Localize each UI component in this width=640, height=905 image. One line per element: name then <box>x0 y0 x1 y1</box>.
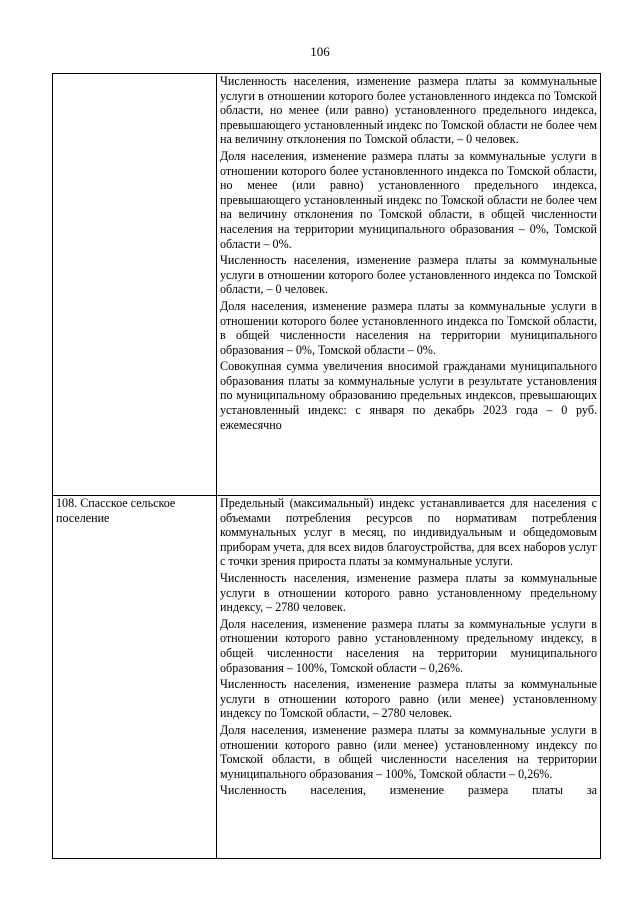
paragraph: Предельный (максимальный) индекс устанавливается для населения с объемами потребления ресурсов по нормативам потребления коммунальных услуг в месяц, по индивидуальным и общедомовым приборам учета, для всех видов благоустройства, для всех наборов услуг с точки зрения прироста платы за коммунальные услуги. <box>220 496 598 569</box>
paragraph: Численность населения, изменение размера платы за коммунальные услуги в отношении которого более установленного индекса по Томской области, – 0 человек. <box>220 253 597 297</box>
table-row <box>53 74 601 496</box>
paragraph: Доля населения, изменение размера платы за коммунальные услуги в отношении которого более установленного индекса по Томской области, но менее (или равно) установленного предельного индекса, превышающего установленный индекс по Томской области не более чем на величину отклонения по Томской области, в общей численности населения на территории муниципального образования – 0%, Томской области – 0%. <box>220 148 597 251</box>
paragraph: Доля населения, изменение размера платы за коммунальные услуги в отношении которого более установленного индекса по Томской области, в общей численности населения на территории муниципального образования – 0%, Томской области – 0%. <box>220 298 597 357</box>
municipality-name-cell: 108. Спасское сельское поселение <box>53 496 217 859</box>
indicator-text-cell <box>217 496 601 859</box>
municipality-name-cell <box>53 74 217 496</box>
paragraph: Численность населения, изменение размера платы за <box>220 783 597 798</box>
page-number: 106 <box>310 44 330 59</box>
table-row <box>53 496 601 859</box>
paragraph: Доля населения, изменение размера платы за коммунальные услуги в отношении которого равно (или менее) установленному индексу по Томской области, в общей численности населения на территории муниципального образования – 100%, Томской области – 0,26%. <box>220 722 597 781</box>
paragraph: Численность населения, изменение размера платы за коммунальные услуги в отношении которого равно (или менее) установленному индексу по Томской области, – 2780 человек. <box>220 677 597 721</box>
indicator-text-cell <box>217 74 601 496</box>
document-table <box>52 73 601 859</box>
paragraph: Совокупная сумма увеличения вносимой гражданами муниципального образования платы за коммунальные услуги в результате установления по муниципальному образованию предельных индексов, превышающих установленный индекс: с января по декабрь 2023 года – 0 руб. ежемесячно <box>220 359 597 432</box>
paragraph: Численность населения, изменение размера платы за коммунальные услуги в отношении которого равно установленному предельному индексу, – 2780 человек. <box>220 570 597 615</box>
paragraph: Численность населения, изменение размера платы за коммунальные услуги в отношении которого более установленного индекса по Томской области, но менее (или равно) установленного предельного индекса, превышающего установленный индекс по Томской области не более чем на величину отклонения по Томской области, – 0 человек. <box>220 74 597 147</box>
paragraph: Доля населения, изменение размера платы за коммунальные услуги в отношении которого равно установленному предельному индексу, в общей численности населения на территории муниципального образования – 100%, Томской области – 0,26%. <box>220 616 597 675</box>
